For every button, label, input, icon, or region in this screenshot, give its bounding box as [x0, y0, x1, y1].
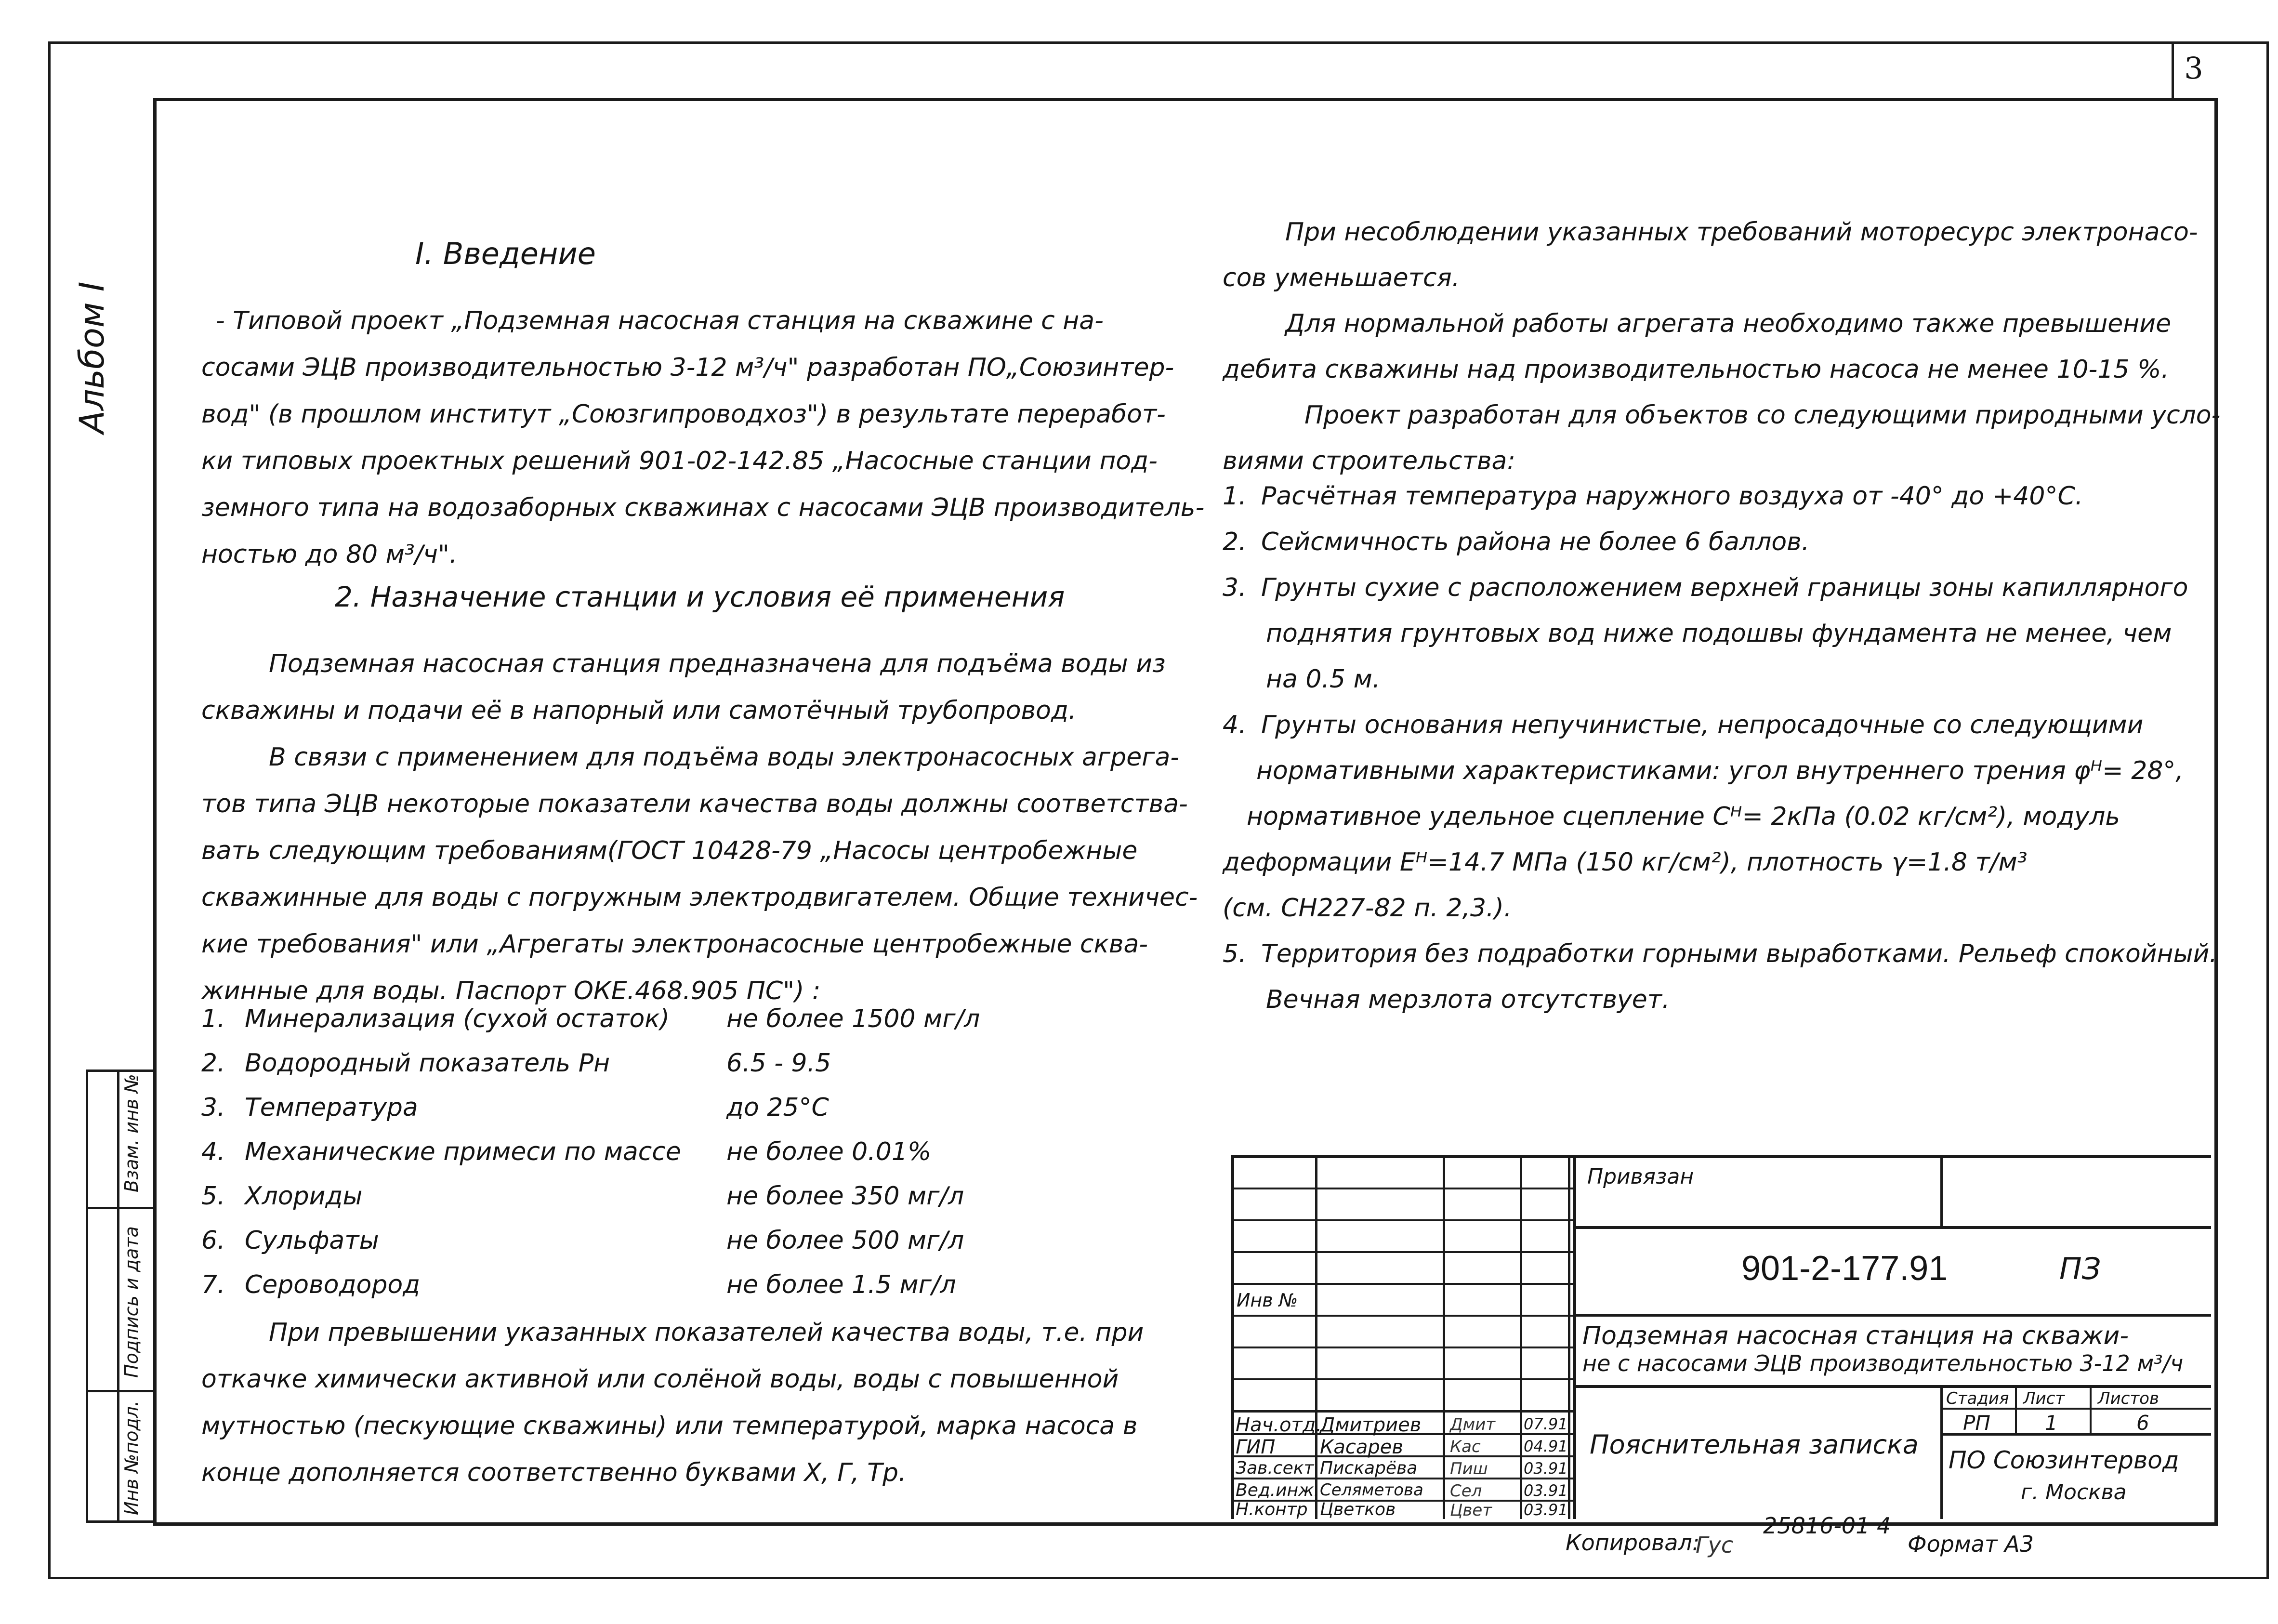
heading-introduction: I. Введение [415, 236, 596, 271]
staff-signature: Пиш [1450, 1459, 1488, 1479]
organization-city: г. Москва [2021, 1480, 2127, 1505]
tb-line [1231, 1283, 1576, 1285]
stage-header: Стадия [1946, 1389, 2009, 1408]
purpose-line: кие требования" или „Агрегаты электронасосные центробежные сква- [201, 930, 1148, 959]
tb-line [1231, 1410, 1576, 1413]
staff-role: Н.контр [1236, 1500, 1308, 1519]
exceed-line: конце дополняется соответственно буквами Х, Г, Тр. [201, 1458, 907, 1487]
staff-signature: Дмит [1450, 1415, 1496, 1434]
staff-role: ГИП [1236, 1436, 1276, 1458]
sheets-header: Листов [2098, 1389, 2159, 1408]
side-stamp-divider [117, 1072, 119, 1520]
right-line: При несоблюдении указанных требований моторесурс электронасо- [1285, 218, 2198, 247]
title-block [1231, 1155, 2211, 1519]
exceed-line: откачке химически активной или солёной воды, воды с повышенной [201, 1365, 1119, 1394]
right-line: Для нормальной работы агрегата необходимо также превышение [1285, 309, 2172, 338]
document-type: ПЗ [2059, 1251, 2101, 1286]
tb-line [1231, 1155, 1234, 1519]
tb-line [1940, 1385, 1943, 1519]
side-label-vzam: Взам. инв № [121, 1074, 142, 1192]
staff-role: Нач.отд. [1236, 1414, 1322, 1436]
tb-line [1576, 1314, 2211, 1317]
tb-line [1231, 1378, 1576, 1380]
staff-date: 07.91 [1524, 1415, 1568, 1433]
project-title-line: не с насосами ЭЦВ производительностью 3-12 м³/ч [1582, 1350, 2184, 1376]
purpose-paragraph [201, 641, 1198, 1015]
document-name: Пояснительная записка [1590, 1429, 1919, 1460]
right-intro-paragraph [1223, 210, 2220, 484]
tb-line [1940, 1155, 1943, 1229]
staff-date: 04.91 [1524, 1437, 1568, 1455]
staff-date: 03.91 [1524, 1459, 1568, 1478]
staff-name: Дмитриев [1320, 1414, 1422, 1436]
tb-line [1576, 1385, 2211, 1388]
purpose-line: В связи с применением для подъёма воды электронасосных агрега- [269, 743, 1180, 772]
intro-paragraph [201, 298, 1204, 578]
organization-name: ПО Союзинтервод [1949, 1446, 2179, 1474]
purpose-line: Подземная насосная станция предназначена для подъёма воды из [269, 649, 1166, 678]
staff-name: Цветков [1320, 1500, 1396, 1519]
sheet-value: 1 [2045, 1411, 2058, 1435]
purpose-line: тов типа ЭЦВ некоторые показатели качества воды должны соответства- [201, 790, 1188, 819]
drawing-code: 901-2-177.91 [1741, 1249, 1948, 1288]
right-line: виями строительства: [1223, 447, 1515, 475]
heading-purpose: 2. Назначение станции и условия её применения [335, 581, 1065, 613]
side-label-podpis: Подпись и дата [121, 1226, 142, 1378]
right-line: сов уменьшается. [1223, 264, 1460, 292]
album-label: Альбом I [72, 281, 112, 434]
purpose-line: скважинные для воды с погружным электродвигателем. Общие техничес- [201, 883, 1198, 912]
intro-line: вод" (в прошлом институт „Союзгипроводхоз") в результате переработ- [201, 400, 1166, 429]
copied-signature: Гус [1696, 1532, 1734, 1558]
side-label-inv: Инв №подл. [121, 1400, 142, 1515]
staff-name: Касарев [1320, 1436, 1403, 1458]
staff-signature: Цвет [1450, 1501, 1492, 1520]
staff-signature: Кас [1450, 1437, 1481, 1456]
copied-label: Копировал: [1566, 1530, 1700, 1556]
tb-line [2090, 1385, 2092, 1436]
tb-line [1443, 1155, 1445, 1519]
tb-line [2015, 1385, 2017, 1436]
purpose-line: скважины и подачи её в напорный или самотёчный трубопровод. [201, 696, 1077, 725]
exceed-line: При превышении указанных показателей качества воды, т.е. при [269, 1318, 1144, 1347]
format-label: Формат А3 [1908, 1531, 2034, 1557]
tb-line [1231, 1347, 1576, 1348]
right-line: дебита скважины над производительностью насоса не менее 10-15 %. [1223, 355, 2169, 384]
exceed-line: мутностью (пескующие скважины) или температурой, марка насоса в [201, 1412, 1138, 1440]
order-number: 25816-01 4 [1763, 1513, 1891, 1539]
staff-date: 03.91 [1524, 1481, 1568, 1500]
purpose-line: вать следующим требованиям(ГОСТ 10428-79 „Насосы центробежные [201, 836, 1138, 865]
intro-line: ки типовых проектных решений 901-02-142.85 „Насосные станции под- [201, 447, 1158, 475]
stage-value: РП [1963, 1411, 1990, 1435]
tb-line [1315, 1155, 1317, 1519]
sheets-value: 6 [2136, 1411, 2149, 1435]
staff-role: Вед.инж. [1236, 1480, 1319, 1500]
staff-name: Селяметова [1320, 1480, 1423, 1500]
staff-name: Пискарёва [1320, 1458, 1418, 1478]
tb-line [1520, 1155, 1522, 1519]
project-title-line: Подземная насосная станция на скважи- [1582, 1321, 2129, 1350]
intro-line: сосами ЭЦВ производительностью 3-12 м³/ч" разработан ПО„Союзинтер- [201, 353, 1174, 382]
tb-line [1576, 1226, 2211, 1229]
staff-date: 03.91 [1524, 1501, 1568, 1519]
intro-line: ностью до 80 м³/ч". [201, 540, 458, 569]
tb-line [1568, 1155, 1570, 1519]
tb-line [1231, 1455, 1576, 1457]
sheet-number: 3 [2172, 41, 2213, 100]
sheet-header: Лист [2023, 1389, 2065, 1408]
privyazan-label: Привязан [1587, 1164, 1694, 1189]
staff-signature: Сел [1450, 1481, 1482, 1501]
tb-line [1231, 1155, 2211, 1158]
right-line: Проект разработан для объектов со следующими природными усло- [1304, 401, 2221, 430]
side-stamp [86, 1069, 156, 1523]
tb-line [1573, 1155, 1576, 1519]
intro-line: - Типовой проект „Подземная насосная станция на скважине с на- [216, 306, 1104, 335]
tb-line [1231, 1188, 1576, 1189]
purpose-line: жинные для воды. Паспорт ОКЕ.468.905 ПС") : [201, 977, 821, 1005]
intro-line: земного типа на водозаборных скважинах с насосами ЭЦВ производитель- [201, 493, 1205, 522]
tb-line [1231, 1219, 1576, 1221]
tb-line [1231, 1251, 1576, 1253]
exceed-paragraph [201, 1309, 1144, 1496]
inv-label: Инв № [1237, 1290, 1298, 1311]
tb-line [1231, 1315, 1576, 1317]
staff-role: Зав.сект [1236, 1458, 1314, 1478]
